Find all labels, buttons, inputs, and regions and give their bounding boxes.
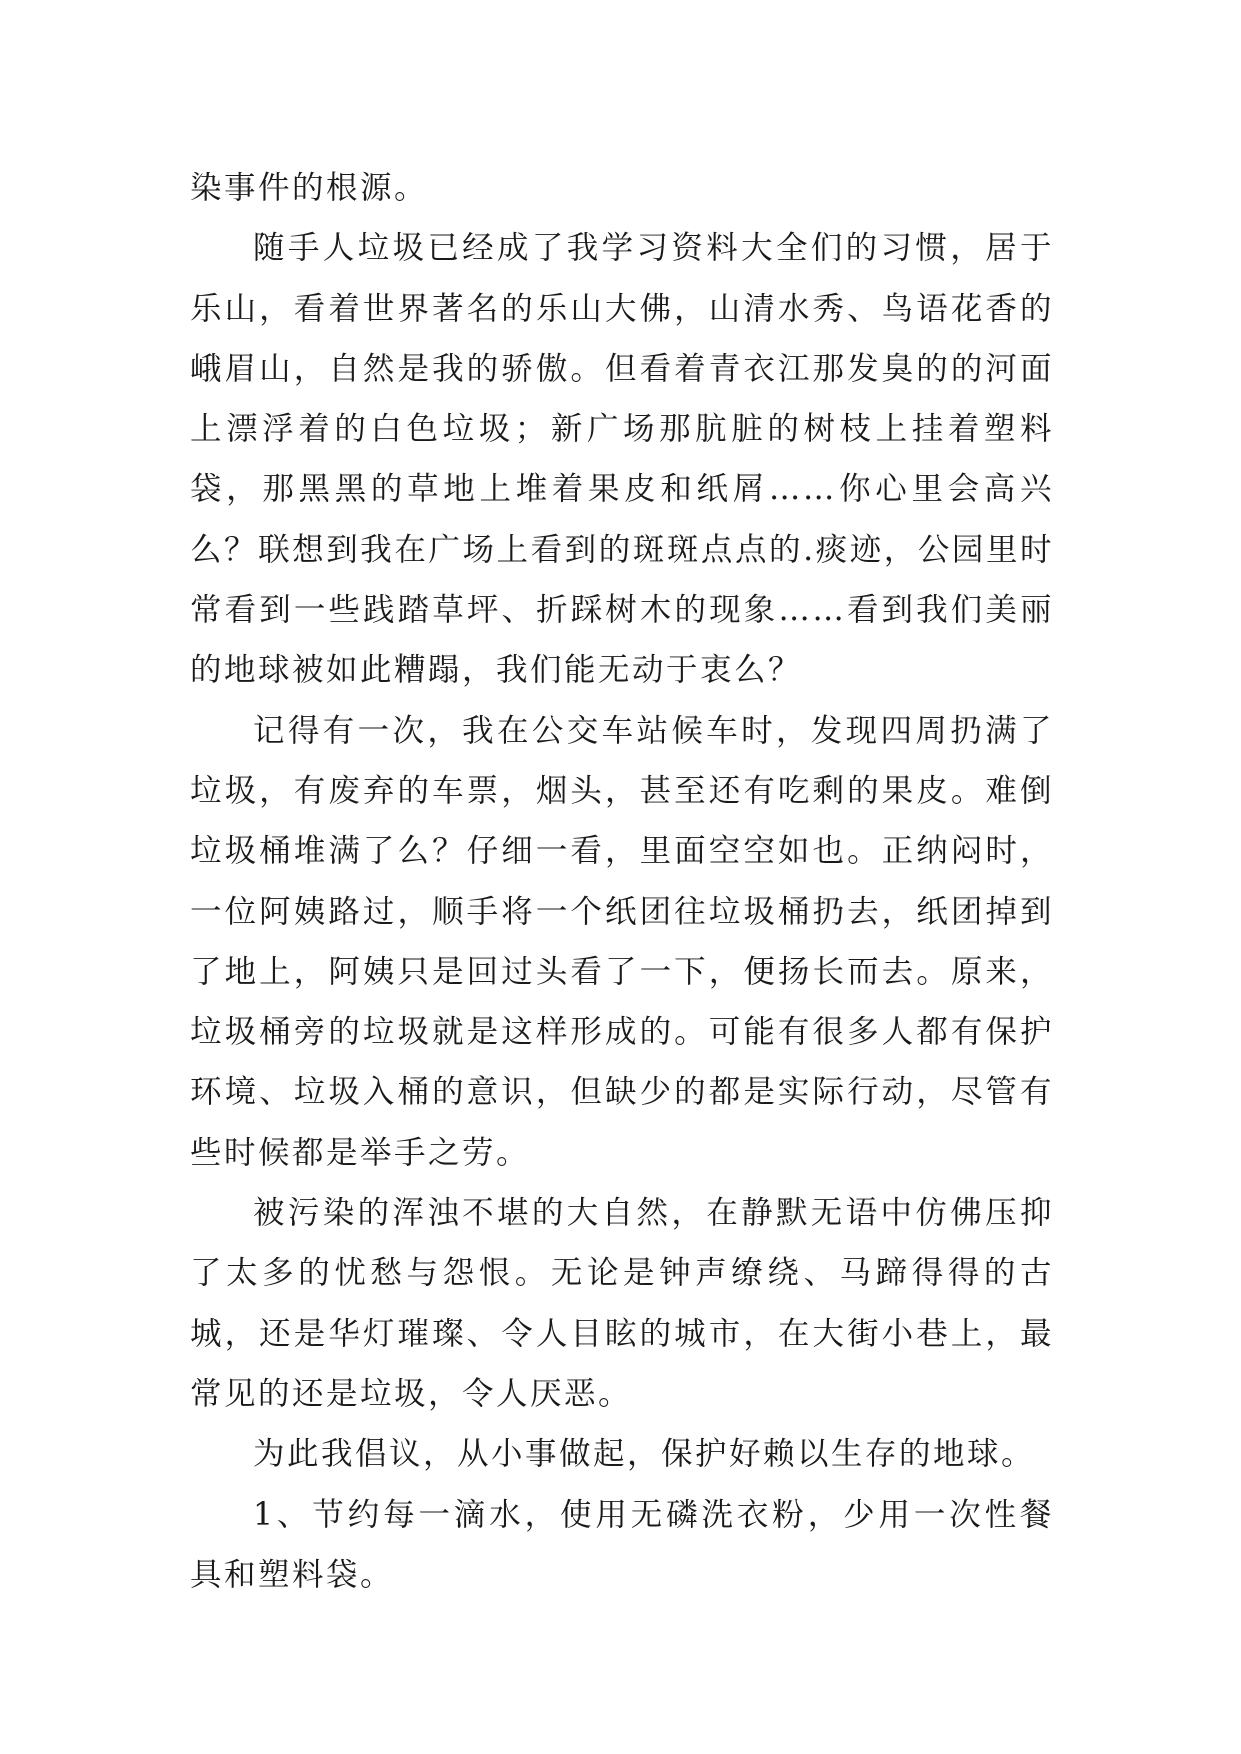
paragraph-polluted-nature: 被污染的浑浊不堪的大自然，在静默无语中仿佛压抑了太多的忧愁与怨恨。无论是钟声缭绕、马蹄得得的古城，还是华灯璀璨、令人目眩的城市，在大街小巷上，最常见的还是垃圾，令人厌恶。 (190, 1195, 1054, 1412)
document-body (190, 158, 1054, 1605)
paragraph-continuation: 染事件的根源。 (190, 170, 429, 206)
paragraph-bus-stop-story: 记得有一次，我在公交车站候车时，发现四周扔满了垃圾，有废弃的车票，烟头，甚至还有吃剩的果皮。难倒垃圾桶堆满了么？仔细一看，里面空空如也。正纳闷时，一位阿姨路过，顺手将一个纸团往垃圾桶扔去，纸团掉到了地上，阿姨只是回过头看了一下，便扬长而去。原来，垃圾桶旁的垃圾就是这样形成的。可能有很多人都有保护环境、垃圾入桶的意识，但缺少的都是实际行动，尽管有些时候都是举手之劳。 (190, 712, 1054, 1171)
paragraph-item-1: 1、节约每一滴水，使用无磷洗衣粉，少用一次性餐具和塑料袋。 (190, 1496, 1054, 1593)
paragraph-proposal: 为此我倡议，从小事做起，保护好赖以生存的地球。 (253, 1436, 1036, 1473)
paragraph-litter-habit: 随手人垃圾已经成了我学习资料大全们的习惯，居于乐山，看着世界著名的乐山大佛，山清水秀、鸟语花香的峨眉山，自然是我的骄傲。但看着青衣江那发臭的的河面上漂浮着的白色垃圾；新广场那肮脏的树枝上挂着塑料袋，那黑黑的草地上堆着果皮和纸屑……你心里会高兴么？联想到我在广场上看到的斑斑点点的.痰迹，公园里时常看到一些践踏草坪、折踩树木的现象……看到我们美丽的地球被如此糟蹋，我们能无动于衷么？ (190, 230, 1054, 689)
